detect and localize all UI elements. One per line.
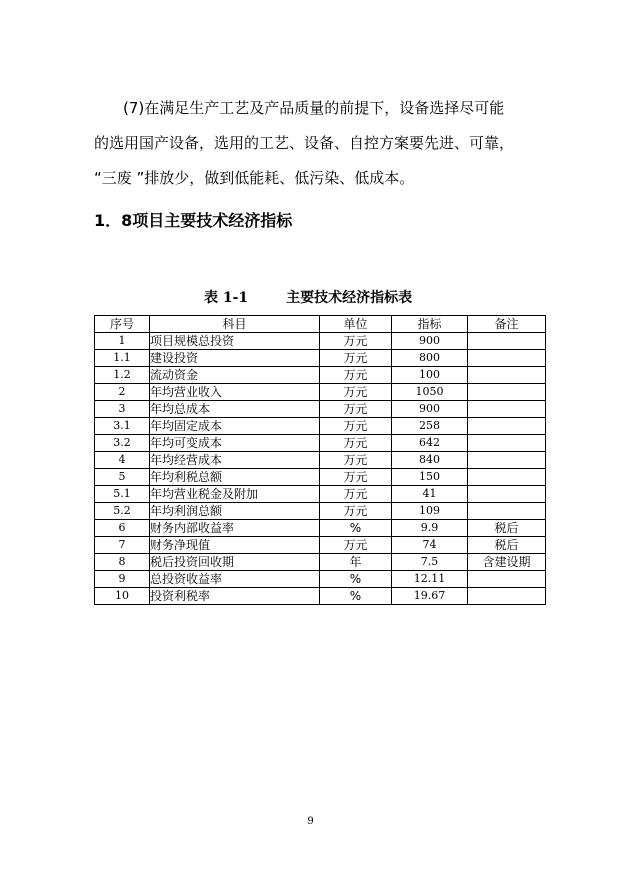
table-row [95, 571, 546, 588]
economic-indicators-table [94, 315, 546, 605]
column-header-unit: 单位 [320, 316, 392, 333]
item-name-cell: 项目规模总投资 [150, 333, 320, 350]
indicator-value-cell: 258 [392, 418, 468, 435]
indicator-value-cell: 7.5 [392, 554, 468, 571]
item-name-cell: 年均营业税金及附加 [150, 486, 320, 503]
indicator-value-cell: 41 [392, 486, 468, 503]
row-number-cell: 3.1 [95, 418, 150, 435]
unit-cell: 万元 [320, 350, 392, 367]
remark-cell [468, 384, 546, 401]
row-number-cell: 5.2 [95, 503, 150, 520]
unit-cell: 万元 [320, 486, 392, 503]
row-number-cell: 3 [95, 401, 150, 418]
body-paragraph-line-1: (7)在满足生产工艺及产品质量的前提下，设备选择尽可能 [123, 99, 505, 117]
table-row [95, 554, 546, 571]
table-row [95, 333, 546, 350]
table-row [95, 452, 546, 469]
indicator-value-cell: 12.11 [392, 571, 468, 588]
row-number-cell: 5 [95, 469, 150, 486]
remark-cell [468, 588, 546, 605]
unit-cell: 万元 [320, 537, 392, 554]
row-number-cell: 10 [95, 588, 150, 605]
remark-cell [468, 367, 546, 384]
remark-cell [468, 486, 546, 503]
remark-cell: 税后 [468, 520, 546, 537]
table-body [95, 333, 546, 605]
remark-cell [468, 435, 546, 452]
table-row [95, 435, 546, 452]
row-number-cell: 1.2 [95, 367, 150, 384]
table-caption [204, 289, 412, 307]
unit-cell: 万元 [320, 418, 392, 435]
item-name-cell: 流动资金 [150, 367, 320, 384]
table-row [95, 588, 546, 605]
unit-cell: % [320, 588, 392, 605]
table-row [95, 350, 546, 367]
remark-cell [468, 469, 546, 486]
row-number-cell: 7 [95, 537, 150, 554]
row-number-cell: 2 [95, 384, 150, 401]
item-name-cell: 总投资收益率 [150, 571, 320, 588]
item-name-cell: 年均可变成本 [150, 435, 320, 452]
body-paragraph-line-2: 的选用国产设备，选用的工艺、设备、自控方案要先进、可靠， [94, 134, 515, 152]
indicator-value-cell: 109 [392, 503, 468, 520]
item-name-cell: 年均利税总额 [150, 469, 320, 486]
row-number-cell: 8 [95, 554, 150, 571]
indicator-value-cell: 150 [392, 469, 468, 486]
indicator-value-cell: 74 [392, 537, 468, 554]
remark-cell [468, 418, 546, 435]
indicator-value-cell: 800 [392, 350, 468, 367]
unit-cell: % [320, 571, 392, 588]
remark-cell [468, 401, 546, 418]
table-row [95, 486, 546, 503]
page-number: 9 [307, 816, 314, 827]
item-name-cell: 年均固定成本 [150, 418, 320, 435]
item-name-cell: 年均总成本 [150, 401, 320, 418]
column-header-no: 序号 [95, 316, 150, 333]
item-name-cell: 财务内部收益率 [150, 520, 320, 537]
row-number-cell: 5.1 [95, 486, 150, 503]
item-name-cell: 年均利润总额 [150, 503, 320, 520]
remark-cell [468, 333, 546, 350]
table-row [95, 367, 546, 384]
unit-cell: 万元 [320, 469, 392, 486]
indicator-value-cell: 19.67 [392, 588, 468, 605]
table-row [95, 418, 546, 435]
body-paragraph-line-3: “三废 ”排放少，做到低能耗、低污染、低成本。 [94, 169, 415, 187]
indicator-value-cell: 642 [392, 435, 468, 452]
indicator-value-cell: 100 [392, 367, 468, 384]
unit-cell: 万元 [320, 503, 392, 520]
unit-cell: 万元 [320, 401, 392, 418]
unit-cell: 万元 [320, 333, 392, 350]
unit-cell: 万元 [320, 367, 392, 384]
row-number-cell: 9 [95, 571, 150, 588]
table-caption-number: 表 1-1 [204, 290, 249, 306]
table-header-row [95, 316, 546, 333]
item-name-cell: 财务净现值 [150, 537, 320, 554]
remark-cell: 税后 [468, 537, 546, 554]
unit-cell: 万元 [320, 452, 392, 469]
row-number-cell: 4 [95, 452, 150, 469]
table-row [95, 537, 546, 554]
table-row [95, 384, 546, 401]
column-header-name: 科目 [150, 316, 320, 333]
item-name-cell: 税后投资回收期 [150, 554, 320, 571]
item-name-cell: 年均营业收入 [150, 384, 320, 401]
row-number-cell: 1.1 [95, 350, 150, 367]
indicator-value-cell: 9.9 [392, 520, 468, 537]
row-number-cell: 6 [95, 520, 150, 537]
row-number-cell: 1 [95, 333, 150, 350]
indicator-value-cell: 900 [392, 401, 468, 418]
table-row [95, 520, 546, 537]
remark-cell [468, 350, 546, 367]
column-header-value: 指标 [392, 316, 468, 333]
item-name-cell: 建设投资 [150, 350, 320, 367]
row-number-cell: 3.2 [95, 435, 150, 452]
table-row [95, 503, 546, 520]
item-name-cell: 年均经营成本 [150, 452, 320, 469]
remark-cell: 含建设期 [468, 554, 546, 571]
remark-cell [468, 571, 546, 588]
indicator-value-cell: 1050 [392, 384, 468, 401]
unit-cell: % [320, 520, 392, 537]
table-row [95, 469, 546, 486]
table-row [95, 401, 546, 418]
unit-cell: 万元 [320, 435, 392, 452]
unit-cell: 万元 [320, 384, 392, 401]
remark-cell [468, 452, 546, 469]
table-caption-title: 主要技术经济指标表 [286, 290, 413, 306]
item-name-cell: 投资利税率 [150, 588, 320, 605]
column-header-note: 备注 [468, 316, 546, 333]
remark-cell [468, 503, 546, 520]
section-heading: 1．8项目主要技术经济指标 [94, 211, 293, 230]
indicator-value-cell: 900 [392, 333, 468, 350]
indicator-value-cell: 840 [392, 452, 468, 469]
unit-cell: 年 [320, 554, 392, 571]
